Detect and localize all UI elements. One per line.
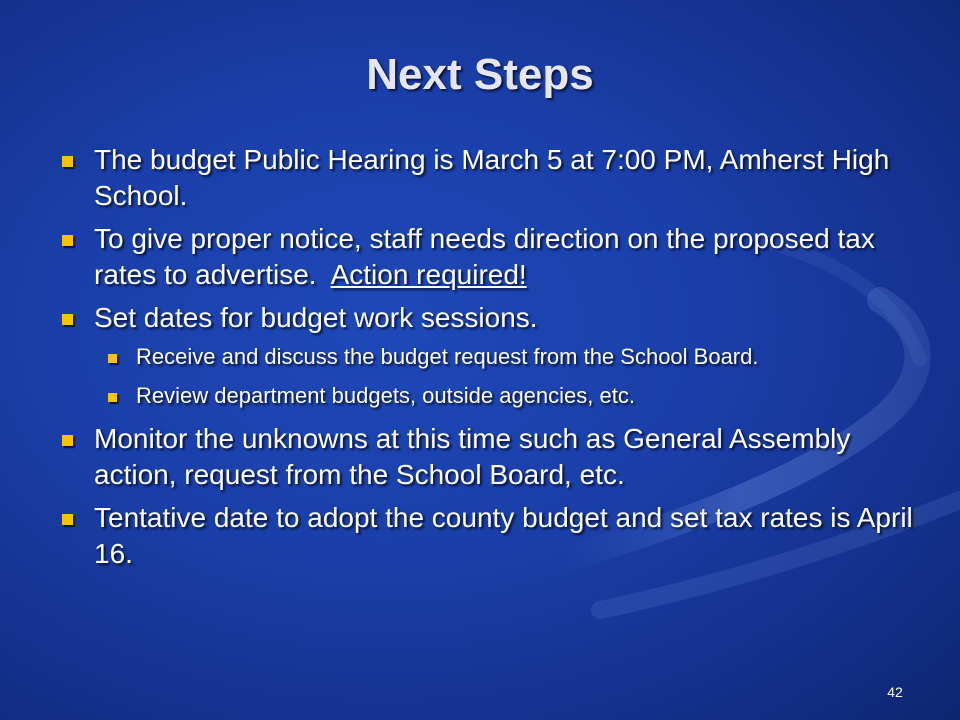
list-item-text: To give proper notice, staff needs direction on the proposed tax rates to advertise. [94,223,875,290]
bullet-square-icon [62,514,73,525]
bullet-square-icon [62,235,73,246]
bullet-square-icon [62,314,73,325]
slide-title: Next Steps [366,50,594,99]
bullet-square-icon [62,156,73,167]
list-item [60,221,920,293]
sub-list-item-text: Review department budgets, outside agencies, etc. [136,383,635,408]
sub-list-item [60,343,920,371]
list-item-text: The budget Public Hearing is March 5 at 7:00 PM, Amherst High School. [94,144,890,211]
list-item [60,500,920,572]
list-item-text: Monitor the unknowns at this time such as General Assembly action, request from the School Board, etc. [94,423,851,490]
list-item-text: Set dates for budget work sessions. [94,302,538,333]
bullet-square-icon [62,435,73,446]
list-item-text: Tentative date to adopt the county budget and set tax rates is April 16. [94,502,913,569]
bullet-list [60,142,920,579]
list-item [60,300,920,336]
action-required-emphasis: Action required! [330,259,527,290]
bullet-square-icon [108,393,117,402]
list-item [60,142,920,214]
bullet-square-icon [108,354,117,363]
list-item [60,421,920,493]
page-number: 42 [887,684,903,700]
sub-list-item [60,382,920,410]
sub-list-item-text: Receive and discuss the budget request from the School Board. [136,344,759,369]
